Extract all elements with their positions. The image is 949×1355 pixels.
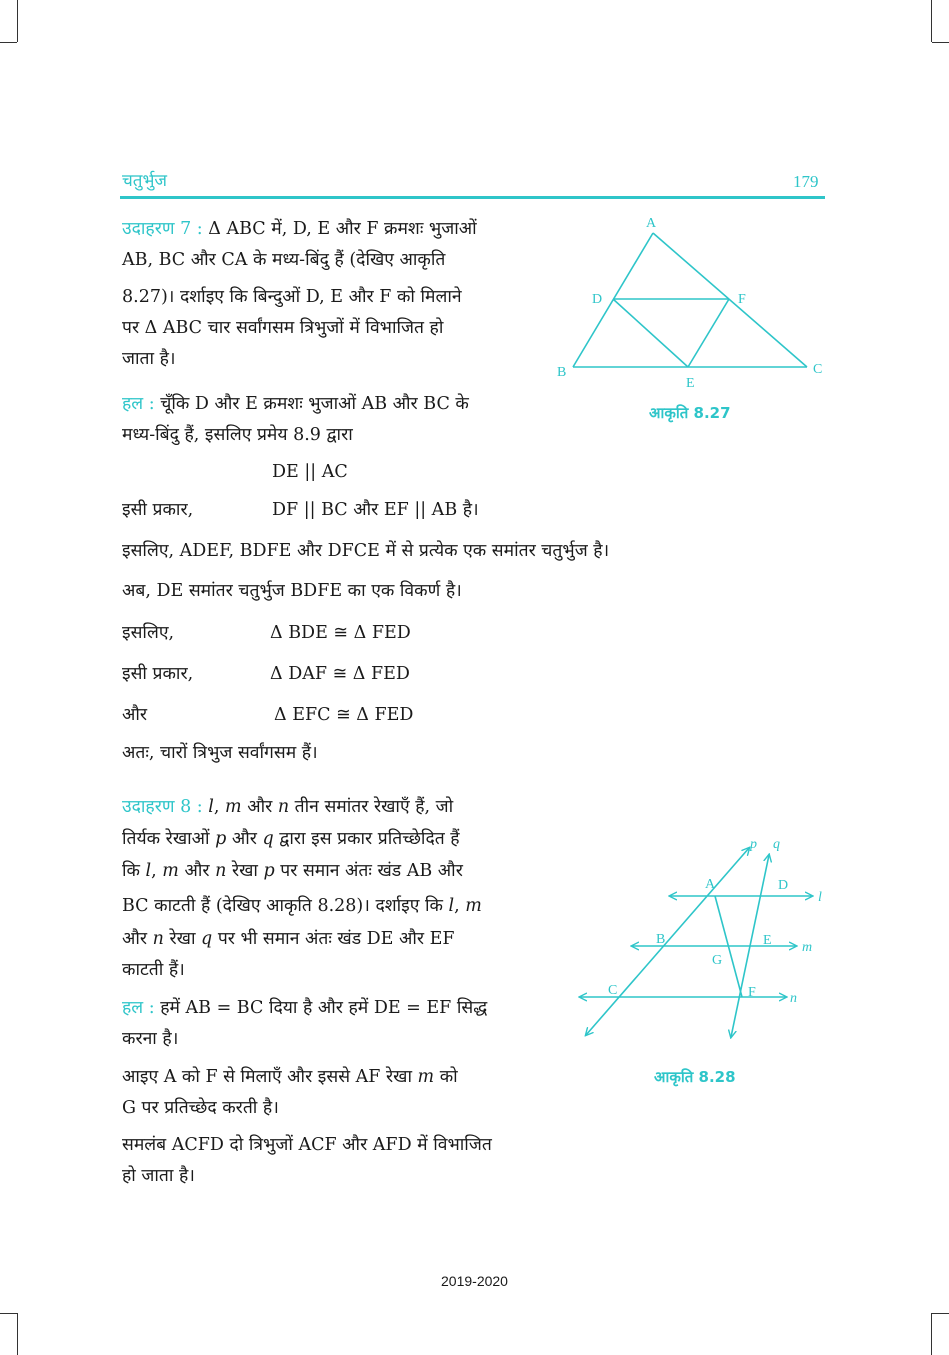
equation-de-parallel-ac: DE || AC [272, 462, 348, 482]
label-g: G [712, 953, 723, 968]
figure-8-28 [560, 830, 840, 1050]
solution8-line-1 [122, 993, 487, 1024]
label-f: F [738, 292, 746, 307]
figure-8-27-caption: आकृति 8.27 [649, 404, 731, 422]
crop-mark [932, 42, 949, 43]
solution7-line-1 [122, 389, 469, 420]
solution8-line-5: समलंब ACFD दो त्रिभुजों ACF और AFD में विभाजित [122, 1135, 492, 1155]
segment-de [613, 299, 688, 367]
solution7-line-2: मध्य-बिंदु हैं, इसलिए प्रमेय 8.9 द्वारा [122, 425, 353, 445]
example8-line-4: BC काटती हैं (देखिए आकृति 8.28)। दर्शाइए कि l, m [122, 896, 482, 916]
solution8-line-4: G पर प्रतिच्छेद करती है। [122, 1098, 279, 1118]
label-b: B [656, 932, 666, 947]
example8-line-3: कि l, m और n रेखा p पर समान अंतः खंड AB और [122, 861, 463, 881]
crop-mark [17, 0, 18, 42]
label-p: p [750, 837, 757, 852]
label-e: E [686, 376, 695, 391]
congruence-prefix-1: इसलिए, [122, 623, 175, 643]
label-c: C [608, 983, 618, 998]
solution8-label: हल : [122, 998, 155, 1018]
page-number: 179 [793, 172, 819, 191]
example7-line-4: पर Δ ABC चार सर्वांगसम त्रिभुजों में विभाजित हो [122, 318, 444, 338]
congruence-statement-1: Δ BDE ≅ Δ FED [270, 623, 411, 643]
crop-mark [17, 1313, 18, 1355]
solution7-text: चूँकि D और E क्रमशः भुजाओं AB और BC के [160, 394, 469, 414]
label-q: q [773, 837, 780, 852]
solution8-text: हमें AB = BC दिया है और हमें DE = EF सिद्ध [160, 998, 488, 1018]
segment-ef [688, 299, 729, 367]
parallelogram-statement: इसलिए, ADEF, BDFE और DFCE में से प्रत्येक एक समांतर चतुर्भुज है। [122, 541, 610, 561]
similarly-label: इसी प्रकार, [122, 500, 194, 520]
label-a: A [705, 877, 716, 892]
chapter-title: चतुर्भुज [122, 171, 168, 191]
solution8-line-2: करना है। [122, 1029, 179, 1049]
example7-line-5: जाता है। [122, 349, 176, 369]
label-f: F [748, 985, 756, 1000]
crop-mark [0, 42, 17, 43]
example7-line-3: 8.27)। दर्शाइए कि बिन्दुओं D, E और F को मिलाने [122, 287, 462, 307]
label-b: B [557, 365, 567, 380]
congruence-prefix-3: और [122, 705, 148, 725]
label-d: D [778, 878, 789, 893]
line-p [586, 848, 749, 1035]
conclusion-statement: अतः, चारों त्रिभुज सर्वांगसम हैं। [122, 743, 318, 763]
solution8-line-3: आइए A को F से मिलाएँ और इससे AF रेखा m को [122, 1067, 458, 1087]
example8-label: उदाहरण 8 : [122, 797, 203, 817]
example7-line-1 [122, 214, 477, 245]
label-e: E [763, 933, 772, 948]
figure-8-27 [550, 205, 840, 395]
solution8-line-6: हो जाता है। [122, 1166, 195, 1186]
label-l: l [818, 890, 822, 905]
diagonal-statement: अब, DE समांतर चतुर्भुज BDFE का एक विकर्ण है। [122, 581, 462, 601]
example8-line-5: और n रेखा q पर भी समान अंतः खंड DE और EF [122, 929, 455, 949]
congruence-prefix-2: इसी प्रकार, [122, 664, 194, 684]
example7-text: Δ ABC में, D, E और F क्रमशः भुजाओं [208, 219, 477, 239]
example7-label: उदाहरण 7 : [122, 219, 203, 239]
label-c: C [813, 362, 823, 377]
solution7-label: हल : [122, 394, 155, 414]
figure-8-28-caption: आकृति 8.28 [654, 1068, 736, 1086]
header-rule [120, 196, 825, 199]
crop-mark [931, 0, 932, 42]
example8-line-6: काटती हैं। [122, 960, 185, 980]
label-a: A [646, 216, 657, 231]
footer-year: 2019-2020 [441, 1273, 508, 1289]
crop-mark [932, 1313, 949, 1314]
example8-line-2: तिर्यक रेखाओं p और q द्वारा इस प्रकार प्रतिच्छेदित हैं [122, 829, 460, 849]
side-ac [653, 233, 807, 367]
example8-line-1: उदाहरण 8 : l, m और n तीन समांतर रेखाएँ हैं, जो [122, 797, 454, 817]
equation-df-ef: DF || BC और EF || AB है। [272, 500, 479, 520]
label-n: n [790, 991, 797, 1006]
label-d: D [592, 292, 603, 307]
congruence-statement-3: Δ EFC ≅ Δ FED [274, 705, 414, 725]
crop-mark [931, 1313, 932, 1355]
crop-mark [0, 1313, 17, 1314]
congruence-statement-2: Δ DAF ≅ Δ FED [270, 664, 410, 684]
label-m: m [802, 940, 813, 955]
example7-line-2: AB, BC और CA के मध्य-बिंदु हैं (देखिए आकृति [122, 250, 446, 270]
